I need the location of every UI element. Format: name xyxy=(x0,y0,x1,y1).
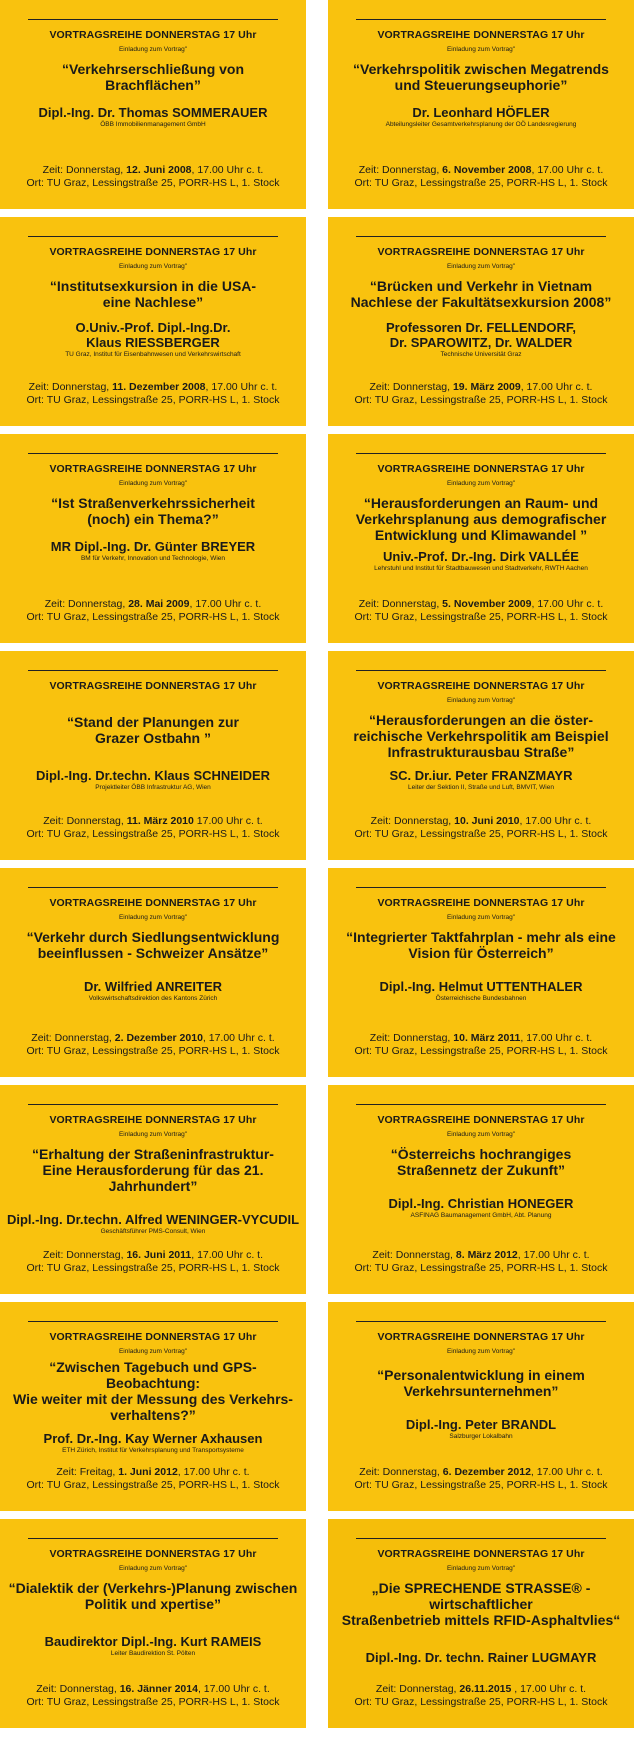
lecture-date xyxy=(56,1466,249,1479)
lecture-title: “Personalentwicklung in einem Verkehrsunternehmen” xyxy=(377,1367,585,1399)
lecture-card xyxy=(0,651,306,860)
date-time: , 17.00 Uhr c. t. xyxy=(531,598,604,610)
lecture-location: Ort: TU Graz, Lessingstraße 25, PORR-HS L, 1. Stock xyxy=(354,1261,608,1274)
lecture-date xyxy=(359,1466,602,1479)
divider-line xyxy=(356,887,606,888)
lecture-title: “Institutsexkursion in die USA- eine Nachlese” xyxy=(49,278,257,310)
speaker-affiliation: Lehrstuhl und Institut für Stadtbauwesen und Stadtverkehr, RWTH Aachen xyxy=(374,565,588,572)
divider-line xyxy=(28,19,278,20)
date-time: , 17.00 Uhr c. t. xyxy=(189,598,262,610)
divider-line xyxy=(28,887,278,888)
date-prefix: Zeit: Donnerstag, xyxy=(359,1466,443,1478)
lecture-card xyxy=(328,0,634,209)
speaker-affiliation: Geschäftsführer PMS-Consult, Wien xyxy=(100,1228,206,1235)
date-time: , 17.00 Uhr c. t. xyxy=(177,1466,250,1478)
series-heading: VORTRAGSREIHE DONNERSTAG 17 Uhr xyxy=(377,897,585,909)
speaker-name: Dipl.-Ing. Helmut UTTENTHALER xyxy=(379,979,583,994)
date-prefix: Zeit: Donnerstag, xyxy=(369,381,453,393)
speaker-name: Dipl.-Ing. Christian HONEGER xyxy=(388,1196,574,1211)
date-time: , 17.00 Uhr c. t. xyxy=(531,164,604,176)
speaker-name: Dipl.-Ing. Dr. techn. Rainer LUGMAYR xyxy=(365,1650,597,1665)
lecture-title: “Brücken und Verkehr in Vietnam Nachlese der Fakultätsexkursion 2008” xyxy=(350,278,612,310)
date-time: , 17.00 Uhr c. t. xyxy=(511,1683,587,1695)
series-heading: VORTRAGSREIHE DONNERSTAG 17 Uhr xyxy=(49,246,257,258)
date-prefix: Zeit: Donnerstag, xyxy=(358,164,443,176)
speaker-affiliation: BM für Verkehr, Innovation und Technologie, Wien xyxy=(80,555,226,562)
invitation-note: Einladung zum Vortrag" xyxy=(118,263,188,270)
speaker-name: Dr. Leonhard HÖFLER xyxy=(412,105,550,120)
speaker-name: Dipl.-Ing. Peter BRANDL xyxy=(405,1417,557,1432)
lecture-date xyxy=(371,815,592,828)
date-value: 1. Juni 2012 xyxy=(118,1466,178,1478)
date-value: 26.11.2015 xyxy=(459,1683,512,1695)
date-value: 6. Dezember 2012 xyxy=(442,1466,531,1478)
series-heading: VORTRAGSREIHE DONNERSTAG 17 Uhr xyxy=(49,680,257,692)
lecture-date xyxy=(45,598,262,611)
lecture-location: Ort: TU Graz, Lessingstraße 25, PORR-HS L, 1. Stock xyxy=(354,827,608,840)
lecture-location: Ort: TU Graz, Lessingstraße 25, PORR-HS L, 1. Stock xyxy=(354,610,608,623)
invitation-note: Einladung zum Vortrag" xyxy=(446,46,516,53)
lecture-location: Ort: TU Graz, Lessingstraße 25, PORR-HS L, 1. Stock xyxy=(354,1044,608,1057)
series-heading: VORTRAGSREIHE DONNERSTAG 17 Uhr xyxy=(377,29,585,41)
lecture-title: “Integrierter Taktfahrplan - mehr als eine Vision für Österreich” xyxy=(346,929,616,961)
speaker-affiliation: Salzburger Lokalbahn xyxy=(449,1433,513,1440)
lecture-date xyxy=(370,1032,592,1045)
series-heading: VORTRAGSREIHE DONNERSTAG 17 Uhr xyxy=(377,1114,585,1126)
divider-line xyxy=(28,670,278,671)
date-time: , 17.00 Uhr c. t. xyxy=(191,164,264,176)
speaker-affiliation: ETH Zürich, Institut für Verkehrsplanung und Transportsysteme xyxy=(62,1447,244,1454)
invitation-note: Einladung zum Vortrag" xyxy=(446,1565,516,1572)
lecture-date xyxy=(359,164,604,177)
lecture-location: Ort: TU Graz, Lessingstraße 25, PORR-HS L, 1. Stock xyxy=(354,1695,608,1708)
speaker-affiliation: Leiter der Sektion II, Straße und Luft, BMVIT, Wien xyxy=(408,784,554,791)
date-time: , 17.00 Uhr c. t. xyxy=(530,1466,603,1478)
speaker-name: Professoren Dr. FELLENDORF, Dr. SPAROWITZ, Dr. WALDER xyxy=(386,320,576,350)
speaker-affiliation: TU Graz, Institut für Eisenbahnwesen und Verkehrswirtschaft xyxy=(65,351,241,358)
speaker-affiliation: Projektleiter ÖBB Infrastruktur AG, Wien xyxy=(95,784,211,791)
invitation-note: Einladung zum Vortrag" xyxy=(118,480,188,487)
invitation-note: Einladung zum Vortrag" xyxy=(118,914,188,921)
series-heading: VORTRAGSREIHE DONNERSTAG 17 Uhr xyxy=(49,897,257,909)
lecture-card xyxy=(0,868,306,1077)
lecture-card xyxy=(0,1519,306,1728)
date-value: 16. Jänner 2014 xyxy=(119,1683,198,1695)
lecture-title: “Verkehrspolitik zwischen Megatrends und Steuerungseuphorie” xyxy=(353,61,609,93)
invitation-note: Einladung zum Vortrag" xyxy=(118,46,188,53)
lecture-location: Ort: TU Graz, Lessingstraße 25, PORR-HS L, 1. Stock xyxy=(354,1478,608,1491)
lecture-card xyxy=(0,217,306,426)
lecture-card xyxy=(0,1302,306,1511)
date-value: 8. März 2012 xyxy=(455,1249,518,1261)
date-prefix: Zeit: Donnerstag, xyxy=(42,1249,127,1261)
date-value: 16. Juni 2011 xyxy=(126,1249,192,1261)
invitation-note: Einladung zum Vortrag" xyxy=(446,1131,516,1138)
lecture-location: Ort: TU Graz, Lessingstraße 25, PORR-HS L, 1. Stock xyxy=(26,176,280,189)
lecture-card xyxy=(328,217,634,426)
lecture-card xyxy=(328,434,634,643)
series-heading: VORTRAGSREIHE DONNERSTAG 17 Uhr xyxy=(49,463,257,475)
lecture-date xyxy=(43,1249,263,1262)
date-value: 6. November 2008 xyxy=(442,164,532,176)
divider-line xyxy=(28,1538,278,1539)
invitation-note: Einladung zum Vortrag" xyxy=(118,1131,188,1138)
divider-line xyxy=(356,453,606,454)
lecture-location: Ort: TU Graz, Lessingstraße 25, PORR-HS L, 1. Stock xyxy=(26,1044,280,1057)
date-value: 10. März 2011 xyxy=(453,1032,521,1044)
date-time: , 17.00 Uhr c. t. xyxy=(202,1032,275,1044)
lecture-title: “Dialektik der (Verkehrs-)Planung zwischen Politik und xpertise” xyxy=(8,1580,298,1612)
lecture-card xyxy=(328,651,634,860)
lecture-location: Ort: TU Graz, Lessingstraße 25, PORR-HS L, 1. Stock xyxy=(26,610,280,623)
lecture-title: “Stand der Planungen zur Grazer Ostbahn ” xyxy=(67,714,239,746)
lecture-title: “Herausforderungen an Raum- und Verkehrsplanung aus demografischer Entwicklung und Klimawandel ” xyxy=(355,495,607,543)
speaker-name: Dr. Wilfried ANREITER xyxy=(83,979,223,994)
lecture-location: Ort: TU Graz, Lessingstraße 25, PORR-HS L, 1. Stock xyxy=(354,393,608,406)
date-prefix: Zeit: Donnerstag, xyxy=(370,815,455,827)
lecture-location: Ort: TU Graz, Lessingstraße 25, PORR-HS L, 1. Stock xyxy=(26,1478,280,1491)
invitation-note: Einladung zum Vortrag" xyxy=(446,480,516,487)
lecture-card xyxy=(0,1085,306,1294)
series-heading: VORTRAGSREIHE DONNERSTAG 17 Uhr xyxy=(49,1548,257,1560)
lecture-card xyxy=(328,1519,634,1728)
date-value: 19. März 2009 xyxy=(452,381,521,393)
speaker-name: Prof. Dr.-Ing. Kay Werner Axhausen xyxy=(43,1431,263,1446)
lecture-title: “Verkehrserschließung von Brachflächen” xyxy=(61,61,245,93)
speaker-name: Univ.-Prof. Dr.-Ing. Dirk VALLÉE xyxy=(383,549,579,564)
lecture-date xyxy=(43,815,262,828)
divider-line xyxy=(356,670,606,671)
date-time: , 17.00 Uhr c. t. xyxy=(191,1249,264,1261)
lecture-card xyxy=(328,1085,634,1294)
speaker-affiliation: ÖBB Immobilienmanagement GmbH xyxy=(100,121,206,128)
divider-line xyxy=(356,1104,606,1105)
lecture-title: “Österreichs hochrangiges Straßennetz der Zukunft” xyxy=(390,1146,572,1178)
speaker-name: Dipl.-Ing. Dr.techn. Klaus SCHNEIDER xyxy=(35,768,271,783)
divider-line xyxy=(356,236,606,237)
speaker-name: Dipl.-Ing. Dr.techn. Alfred WENINGER-VYCUDIL xyxy=(6,1212,300,1227)
lecture-date xyxy=(372,1249,589,1262)
lecture-card xyxy=(0,0,306,209)
speaker-affiliation: Österreichische Bundesbahnen xyxy=(435,995,527,1002)
date-prefix: Zeit: Donnerstag, xyxy=(44,598,129,610)
date-value: 2. Dezember 2010 xyxy=(114,1032,203,1044)
series-heading: VORTRAGSREIHE DONNERSTAG 17 Uhr xyxy=(377,1548,585,1560)
speaker-affiliation: ASFINAG Baumanagement GmbH, Abt. Planung xyxy=(410,1212,552,1219)
lecture-title: “Verkehr durch Siedlungsentwicklung beeinflussen - Schweizer Ansätze” xyxy=(26,929,280,961)
date-prefix: Zeit: Donnerstag, xyxy=(375,1683,460,1695)
lecture-location: Ort: TU Graz, Lessingstraße 25, PORR-HS L, 1. Stock xyxy=(26,827,280,840)
speaker-affiliation: Abteilungsleiter Gesamtverkehrsplanung der OÖ Landesregierung xyxy=(385,121,577,128)
date-prefix: Zeit: Donnerstag, xyxy=(28,381,113,393)
series-heading: VORTRAGSREIHE DONNERSTAG 17 Uhr xyxy=(49,29,257,41)
lecture-location: Ort: TU Graz, Lessingstraße 25, PORR-HS L, 1. Stock xyxy=(26,1695,280,1708)
date-prefix: Zeit: Donnerstag, xyxy=(358,598,443,610)
series-heading: VORTRAGSREIHE DONNERSTAG 17 Uhr xyxy=(377,680,585,692)
lecture-location: Ort: TU Graz, Lessingstraße 25, PORR-HS L, 1. Stock xyxy=(354,176,608,189)
date-prefix: Zeit: Donnerstag, xyxy=(42,164,127,176)
series-heading: VORTRAGSREIHE DONNERSTAG 17 Uhr xyxy=(49,1331,257,1343)
lecture-location: Ort: TU Graz, Lessingstraße 25, PORR-HS L, 1. Stock xyxy=(26,1261,280,1274)
lecture-date xyxy=(31,1032,274,1045)
invitation-note: Einladung zum Vortrag" xyxy=(446,1348,516,1355)
date-time: , 17.00 Uhr c. t. xyxy=(519,815,592,827)
speaker-name: Baudirektor Dipl.-Ing. Kurt RAMEIS xyxy=(44,1634,262,1649)
date-time: , 17.00 Uhr c. t. xyxy=(520,1032,593,1044)
lecture-title: “Zwischen Tagebuch und GPS-Beobachtung: Wie weiter mit der Messung des Verkehrs- verhaltens?” xyxy=(13,1359,293,1423)
date-value: 11. März 2010 xyxy=(126,815,194,827)
date-value: 5. November 2009 xyxy=(442,598,532,610)
invitation-note: Einladung zum Vortrag" xyxy=(446,263,516,270)
lecture-title: “Erhaltung der Straßeninfrastruktur- Eine Herausforderung für das 21. Jahrhundert” xyxy=(32,1146,274,1194)
lecture-title: “Ist Straßenverkehrssicherheit (noch) ein Thema?” xyxy=(51,495,255,527)
series-heading: VORTRAGSREIHE DONNERSTAG 17 Uhr xyxy=(377,463,585,475)
date-prefix: Zeit: Freitag, xyxy=(56,1466,119,1478)
lecture-date xyxy=(376,1683,586,1696)
date-time: , 17.00 Uhr c. t. xyxy=(517,1249,590,1261)
date-value: 10. Juni 2010 xyxy=(454,815,520,827)
divider-line xyxy=(28,453,278,454)
date-prefix: Zeit: Donnerstag, xyxy=(43,815,127,827)
series-heading: VORTRAGSREIHE DONNERSTAG 17 Uhr xyxy=(49,1114,257,1126)
lecture-title: “Herausforderungen an die öster- reichische Verkehrspolitik am Beispiel Infrastrukturausbau Straße” xyxy=(353,712,609,760)
lecture-title: „Die SPRECHENDE STRASSE® - wirtschaftlicher Straßenbetrieb mittels RFID-Asphaltvlies“ xyxy=(341,1580,621,1628)
lecture-date xyxy=(359,598,604,611)
speaker-name: MR Dipl.-Ing. Dr. Günter BREYER xyxy=(50,539,256,554)
date-prefix: Zeit: Donnerstag, xyxy=(369,1032,454,1044)
lecture-card xyxy=(0,434,306,643)
lecture-date xyxy=(36,1683,270,1696)
date-value: 28. Mai 2009 xyxy=(128,598,190,610)
speaker-affiliation: Volkswirtschaftsdirektion des Kantons Zürich xyxy=(88,995,218,1002)
date-time: 17.00 Uhr c. t. xyxy=(193,815,263,827)
invitation-note: Einladung zum Vortrag" xyxy=(446,914,516,921)
invitation-note: Einladung zum Vortrag" xyxy=(446,697,516,704)
lecture-date xyxy=(370,381,593,394)
date-prefix: Zeit: Donnerstag, xyxy=(31,1032,115,1044)
invitation-note: Einladung zum Vortrag" xyxy=(118,1565,188,1572)
lecture-location: Ort: TU Graz, Lessingstraße 25, PORR-HS L, 1. Stock xyxy=(26,393,280,406)
speaker-name: O.Univ.-Prof. Dipl.-Ing.Dr. Klaus RIESSBERGER xyxy=(75,320,231,350)
lecture-date xyxy=(43,164,264,177)
divider-line xyxy=(28,1321,278,1322)
divider-line xyxy=(28,1104,278,1105)
series-heading: VORTRAGSREIHE DONNERSTAG 17 Uhr xyxy=(377,246,585,258)
date-value: 11. Dezember 2008 xyxy=(112,381,206,393)
series-heading: VORTRAGSREIHE DONNERSTAG 17 Uhr xyxy=(377,1331,585,1343)
date-time: , 17.00 Uhr c. t. xyxy=(520,381,593,393)
lecture-card xyxy=(328,1302,634,1511)
date-time: , 17.00 Uhr c. t. xyxy=(197,1683,270,1695)
date-prefix: Zeit: Donnerstag, xyxy=(372,1249,456,1261)
date-time: , 17.00 Uhr c. t. xyxy=(205,381,278,393)
divider-line xyxy=(356,1538,606,1539)
divider-line xyxy=(356,1321,606,1322)
speaker-affiliation: Technische Universität Graz xyxy=(440,351,522,358)
lecture-date xyxy=(29,381,278,394)
divider-line xyxy=(28,236,278,237)
divider-line xyxy=(356,19,606,20)
date-prefix: Zeit: Donnerstag, xyxy=(36,1683,120,1695)
invitation-note: Einladung zum Vortrag" xyxy=(118,1348,188,1355)
lecture-card xyxy=(328,868,634,1077)
speaker-affiliation: Leiter Baudirektion St. Pölten xyxy=(110,1650,196,1657)
date-value: 12. Juni 2008 xyxy=(126,164,192,176)
speaker-name: SC. Dr.iur. Peter FRANZMAYR xyxy=(389,768,573,783)
speaker-name: Dipl.-Ing. Dr. Thomas SOMMERAUER xyxy=(38,105,268,120)
